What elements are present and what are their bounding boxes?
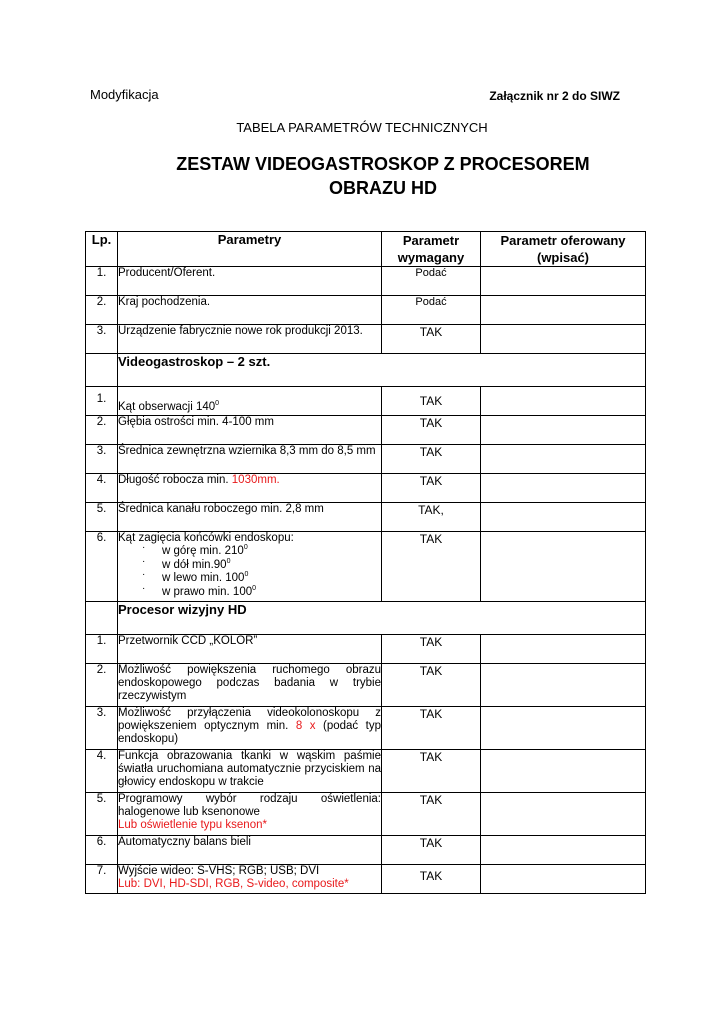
table-row xyxy=(86,387,646,416)
row-required: TAK xyxy=(382,707,481,750)
row-offered-cell[interactable] xyxy=(481,267,646,296)
row-number: 1. xyxy=(86,635,118,664)
row-number: 5. xyxy=(86,793,118,836)
row-offered-cell[interactable] xyxy=(481,793,646,836)
row-parameter: Przetwornik CCD „KOLOR” xyxy=(118,635,382,664)
row-required: TAK xyxy=(382,325,481,354)
header-required xyxy=(382,232,481,267)
degree-superscript: 0 xyxy=(226,557,231,565)
row-parameter xyxy=(118,532,382,602)
table-row xyxy=(86,325,646,354)
list-item-text: w dół min.90 xyxy=(162,558,227,571)
table-row xyxy=(86,836,646,865)
row-offered-cell[interactable] xyxy=(481,474,646,503)
row-required: TAK xyxy=(382,635,481,664)
list-item-text: w górę min. 210 xyxy=(162,545,244,557)
row-parameter xyxy=(118,387,382,416)
row-required: TAK xyxy=(382,750,481,793)
document-title xyxy=(0,152,724,200)
modified-value: 1030mm. xyxy=(231,474,280,486)
row-required: Podać xyxy=(382,267,481,296)
row-parameter-text: Długość robocza min. xyxy=(118,474,232,486)
table-row xyxy=(86,474,646,503)
table-row xyxy=(86,296,646,325)
degree-superscript: 0 xyxy=(243,544,248,551)
section-title: Procesor wizyjny HD xyxy=(118,602,646,635)
list-item xyxy=(142,559,381,573)
row-required: TAK xyxy=(382,865,481,894)
row-parameter-text: Wyjście wideo: S-VHS; RGB; USB; DVI xyxy=(118,865,320,877)
row-required: TAK xyxy=(382,793,481,836)
table-row xyxy=(86,664,646,707)
title-line-1: ZESTAW VIDEOGASTROSKOP Z PROCESOREM xyxy=(176,154,590,174)
row-parameter: Producent/Oferent. xyxy=(118,267,382,296)
row-parameter xyxy=(118,865,382,894)
table-row xyxy=(86,445,646,474)
table-header-row xyxy=(86,232,646,267)
row-offered-cell[interactable] xyxy=(481,532,646,602)
header-offered xyxy=(481,232,646,267)
row-parameter: Kraj pochodzenia. xyxy=(118,296,382,325)
row-required: TAK xyxy=(382,474,481,503)
header-required-line2: wymagany xyxy=(397,250,465,265)
row-parameter-text-2: (podać typ endoskopu) xyxy=(118,720,381,745)
row-number: 1. xyxy=(86,387,118,416)
row-offered-cell[interactable] xyxy=(481,416,646,445)
row-number: 3. xyxy=(86,445,118,474)
header-offered-line2: (wpisać) xyxy=(536,250,589,265)
row-required: TAK xyxy=(382,836,481,865)
row-parameter-text: Programowy wybór rodzaju oświetlenia: halogenowe lub ksenonowe xyxy=(118,793,381,818)
header-parameters: Parametry xyxy=(118,232,382,267)
section-row-procesor xyxy=(86,602,646,635)
row-number: 3. xyxy=(86,707,118,750)
bend-angle-list xyxy=(118,545,381,599)
attachment-label: Załącznik nr 2 do SIWZ xyxy=(489,89,620,103)
list-item xyxy=(142,545,381,559)
row-required: TAK xyxy=(382,416,481,445)
table-row xyxy=(86,267,646,296)
row-parameter: Urządzenie fabrycznie nowe rok produkcji 2013. xyxy=(118,325,382,354)
table-row xyxy=(86,707,646,750)
table-row xyxy=(86,793,646,836)
header-required-line1: Parametr xyxy=(402,233,460,248)
table-row xyxy=(86,416,646,445)
row-parameter xyxy=(118,474,382,503)
row-parameter: Funkcja obrazowania tkanki w wąskim paśmie światła uruchomiana automatycznie przyciskiem na głowicy endoskopu w trakcie xyxy=(118,750,382,793)
row-offered-cell[interactable] xyxy=(481,503,646,532)
list-item xyxy=(142,572,381,586)
title-line-2: OBRAZU HD xyxy=(329,178,437,198)
row-number: 1. xyxy=(86,267,118,296)
section-number-cell xyxy=(86,602,118,635)
row-parameter-text: Kąt zagięcia końcówki endoskopu: xyxy=(118,532,294,544)
row-offered-cell[interactable] xyxy=(481,664,646,707)
table-row xyxy=(86,865,646,894)
row-parameter-text: Kąt obserwacji 140 xyxy=(118,401,216,413)
section-title: Videogastroskop – 2 szt. xyxy=(118,354,646,387)
parameters-table xyxy=(85,231,646,894)
modified-value: Lub: DVI, HD-SDI, RGB, S-video, composite* xyxy=(118,878,349,890)
row-offered-cell[interactable] xyxy=(481,296,646,325)
list-item-text: w prawo min. 100 xyxy=(162,585,253,598)
row-offered-cell[interactable] xyxy=(481,325,646,354)
header-lp: Lp. xyxy=(86,232,118,267)
row-number: 4. xyxy=(86,474,118,503)
row-parameter-text: Możliwość przyłączenia videokolonoskopu z powiększeniem optycznym min. xyxy=(118,707,381,732)
row-number: 2. xyxy=(86,296,118,325)
row-number: 2. xyxy=(86,416,118,445)
row-parameter: Możliwość powiększenia ruchomego obrazu endoskopowego podczas badania w trybie rzeczywistym xyxy=(118,664,382,707)
row-required: Podać xyxy=(382,296,481,325)
row-number: 6. xyxy=(86,836,118,865)
modified-value: 8 x xyxy=(295,720,316,732)
section-number-cell xyxy=(86,354,118,387)
row-number: 5. xyxy=(86,503,118,532)
degree-superscript: 0 xyxy=(244,571,249,578)
row-offered-cell[interactable] xyxy=(481,635,646,664)
row-required: TAK xyxy=(382,664,481,707)
row-parameter: Średnica kanału roboczego min. 2,8 mm xyxy=(118,503,382,532)
row-parameter: Automatyczny balans bieli xyxy=(118,836,382,865)
row-offered-cell[interactable] xyxy=(481,707,646,750)
row-required: TAK xyxy=(382,387,481,416)
row-number: 4. xyxy=(86,750,118,793)
modified-value: Lub oświetlenie typu ksenon* xyxy=(118,819,267,831)
section-row-videogastroskop xyxy=(86,354,646,387)
row-number: 6. xyxy=(86,532,118,602)
row-number: 7. xyxy=(86,865,118,894)
list-item xyxy=(142,586,381,600)
table-row xyxy=(86,503,646,532)
row-offered-cell[interactable] xyxy=(481,865,646,894)
header-offered-line1: Parametr oferowany xyxy=(500,233,626,248)
row-required: TAK xyxy=(382,532,481,602)
list-item-text: w lewo min. 100 xyxy=(162,572,245,584)
table-row xyxy=(86,750,646,793)
row-parameter: Głębia ostrości min. 4-100 mm xyxy=(118,416,382,445)
row-offered-cell[interactable] xyxy=(481,750,646,793)
table-row xyxy=(86,532,646,602)
table-row xyxy=(86,635,646,664)
row-number: 2. xyxy=(86,664,118,707)
row-parameter xyxy=(118,707,382,750)
modification-label: Modyfikacja xyxy=(90,87,159,102)
row-offered-cell[interactable] xyxy=(481,387,646,416)
row-parameter xyxy=(118,793,382,836)
degree-superscript: 0 xyxy=(252,584,257,592)
row-offered-cell[interactable] xyxy=(481,445,646,474)
row-number: 3. xyxy=(86,325,118,354)
row-parameter: Średnica zewnętrzna wziernika 8,3 mm do 8,5 mm xyxy=(118,445,382,474)
row-offered-cell[interactable] xyxy=(481,836,646,865)
degree-superscript: 0 xyxy=(215,400,220,407)
row-required: TAK, xyxy=(382,503,481,532)
row-required: TAK xyxy=(382,445,481,474)
document-subtitle: TABELA PARAMETRÓW TECHNICZNYCH xyxy=(236,120,488,135)
